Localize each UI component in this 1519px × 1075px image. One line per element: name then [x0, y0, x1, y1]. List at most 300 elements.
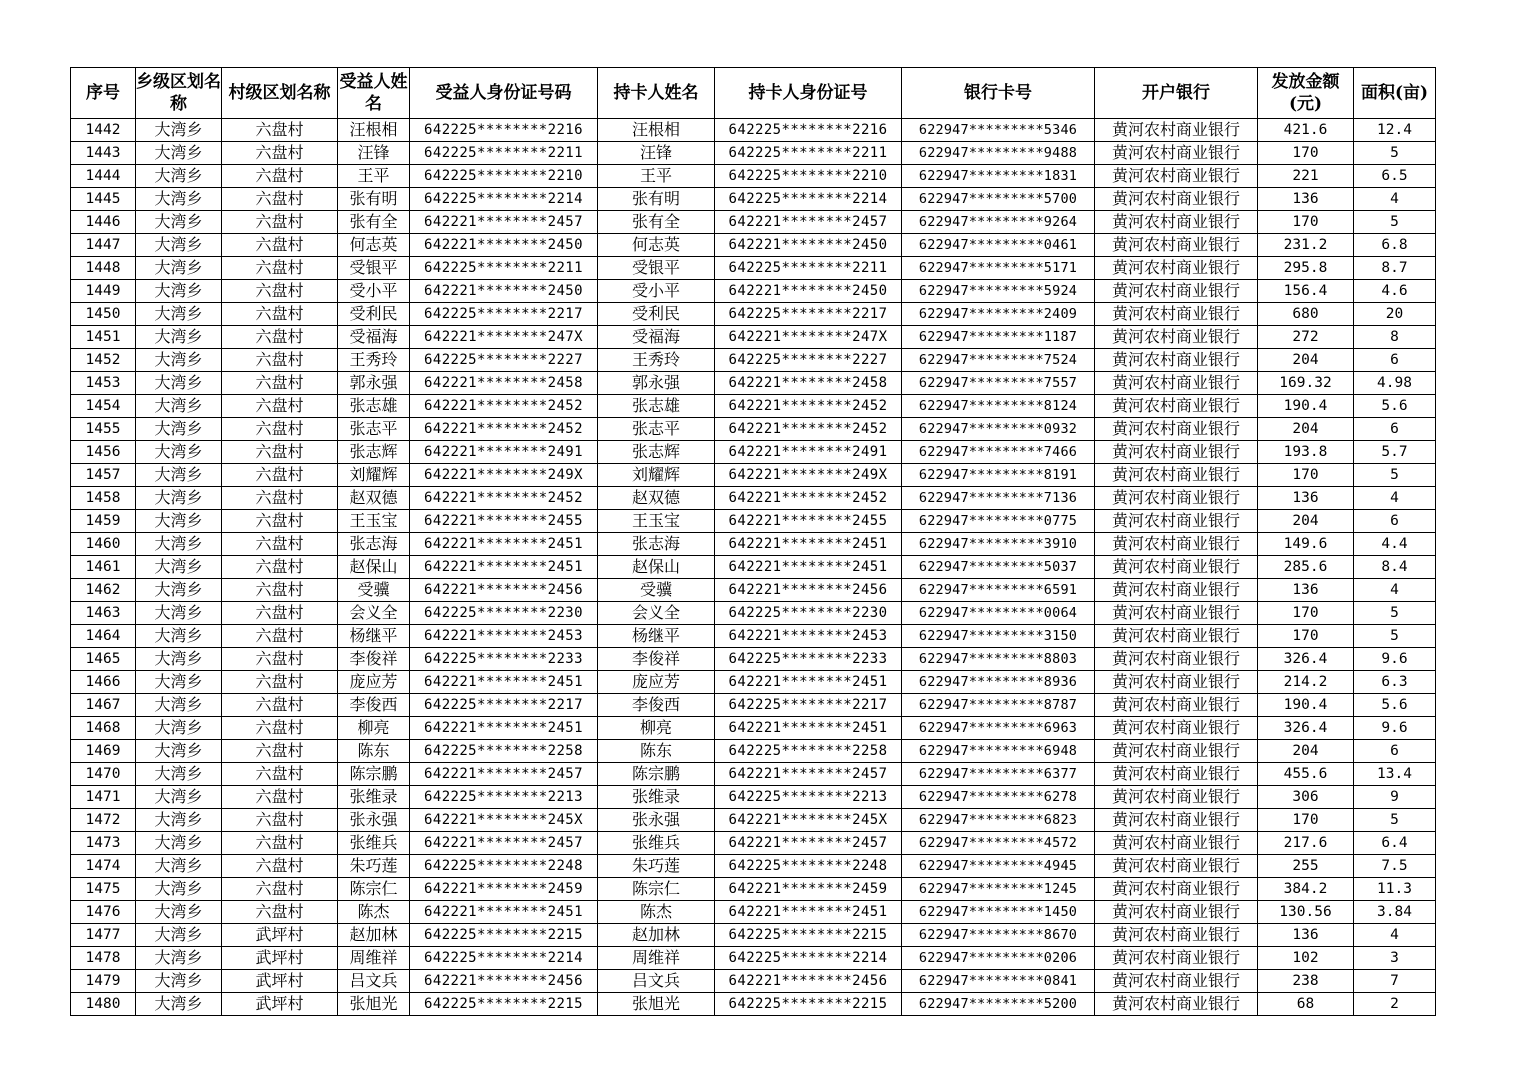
- amount-cell: 272: [1258, 326, 1354, 349]
- cardholder-name-cell: 柳亮: [598, 717, 715, 740]
- township-cell: 大湾乡: [136, 855, 222, 878]
- serial-no-cell: 1461: [71, 556, 136, 579]
- bank-cell: 黄河农村商业银行: [1095, 947, 1258, 970]
- beneficiary-id-cell: 642225********2258: [410, 740, 598, 763]
- serial-no-cell: 1446: [71, 211, 136, 234]
- village-cell: 武坪村: [222, 947, 338, 970]
- bank-card-no-cell: 622947*********1187: [902, 326, 1095, 349]
- cardholder-name-cell: 受银平: [598, 257, 715, 280]
- cardholder-name-cell: 赵双德: [598, 487, 715, 510]
- village-cell: 六盘村: [222, 119, 338, 142]
- bank-card-no-cell: 622947*********3910: [902, 533, 1095, 556]
- table-row: [71, 832, 1436, 855]
- bank-cell: 黄河农村商业银行: [1095, 970, 1258, 993]
- amount-cell: 190.4: [1258, 395, 1354, 418]
- township-cell: 大湾乡: [136, 257, 222, 280]
- bank-card-no-cell: 622947*********7466: [902, 441, 1095, 464]
- area-cell: 7.5: [1354, 855, 1436, 878]
- area-cell: 5: [1354, 602, 1436, 625]
- bank-card-no-cell: 622947*********1245: [902, 878, 1095, 901]
- header-beneficiary-name: 受益人姓名: [338, 68, 410, 119]
- header-cardholder-name: 持卡人姓名: [598, 68, 715, 119]
- beneficiary-id-cell: 642221********2451: [410, 556, 598, 579]
- bank-cell: 黄河农村商业银行: [1095, 878, 1258, 901]
- amount-cell: 204: [1258, 510, 1354, 533]
- serial-no-cell: 1480: [71, 993, 136, 1016]
- bank-cell: 黄河农村商业银行: [1095, 740, 1258, 763]
- cardholder-id-cell: 642221********2451: [715, 556, 902, 579]
- beneficiary-id-cell: 642221********2458: [410, 372, 598, 395]
- beneficiary-name-cell: 张志雄: [338, 395, 410, 418]
- amount-cell: 170: [1258, 809, 1354, 832]
- bank-cell: 黄河农村商业银行: [1095, 694, 1258, 717]
- serial-no-cell: 1474: [71, 855, 136, 878]
- beneficiary-id-cell: 642221********2450: [410, 234, 598, 257]
- cardholder-id-cell: 642225********2214: [715, 188, 902, 211]
- beneficiary-name-cell: 赵加林: [338, 924, 410, 947]
- cardholder-id-cell: 642221********2452: [715, 418, 902, 441]
- beneficiary-id-cell: 642221********2453: [410, 625, 598, 648]
- serial-no-cell: 1454: [71, 395, 136, 418]
- amount-cell: 130.56: [1258, 901, 1354, 924]
- area-cell: 4: [1354, 188, 1436, 211]
- table-row: [71, 188, 1436, 211]
- township-cell: 大湾乡: [136, 211, 222, 234]
- bank-cell: 黄河农村商业银行: [1095, 188, 1258, 211]
- serial-no-cell: 1447: [71, 234, 136, 257]
- serial-no-cell: 1448: [71, 257, 136, 280]
- serial-no-cell: 1445: [71, 188, 136, 211]
- township-cell: 大湾乡: [136, 165, 222, 188]
- beneficiary-id-cell: 642225********2214: [410, 188, 598, 211]
- subsidy-table-sheet: [70, 67, 1435, 1016]
- area-cell: 5.6: [1354, 694, 1436, 717]
- area-cell: 5.7: [1354, 441, 1436, 464]
- table-row: [71, 510, 1436, 533]
- bank-cell: 黄河农村商业银行: [1095, 855, 1258, 878]
- township-cell: 大湾乡: [136, 924, 222, 947]
- table-row: [71, 809, 1436, 832]
- header-cardholder-id: 持卡人身份证号: [715, 68, 902, 119]
- bank-card-no-cell: 622947*********7136: [902, 487, 1095, 510]
- bank-cell: 黄河农村商业银行: [1095, 142, 1258, 165]
- beneficiary-name-cell: 受利民: [338, 303, 410, 326]
- cardholder-id-cell: 642225********2217: [715, 303, 902, 326]
- township-cell: 大湾乡: [136, 717, 222, 740]
- beneficiary-id-cell: 642221********2451: [410, 533, 598, 556]
- serial-no-cell: 1455: [71, 418, 136, 441]
- township-cell: 大湾乡: [136, 809, 222, 832]
- amount-cell: 204: [1258, 418, 1354, 441]
- beneficiary-name-cell: 陈宗鹏: [338, 763, 410, 786]
- beneficiary-id-cell: 642225********2211: [410, 257, 598, 280]
- bank-card-no-cell: 622947*********0841: [902, 970, 1095, 993]
- cardholder-name-cell: 张维兵: [598, 832, 715, 855]
- amount-cell: 680: [1258, 303, 1354, 326]
- table-row: [71, 119, 1436, 142]
- beneficiary-id-cell: 642225********2213: [410, 786, 598, 809]
- township-cell: 大湾乡: [136, 349, 222, 372]
- table-body: [71, 119, 1436, 1016]
- bank-card-no-cell: 622947*********5171: [902, 257, 1095, 280]
- serial-no-cell: 1473: [71, 832, 136, 855]
- cardholder-id-cell: 642221********2451: [715, 671, 902, 694]
- village-cell: 六盘村: [222, 694, 338, 717]
- table-row: [71, 303, 1436, 326]
- cardholder-name-cell: 张志海: [598, 533, 715, 556]
- cardholder-id-cell: 642221********2452: [715, 395, 902, 418]
- cardholder-id-cell: 642221********2458: [715, 372, 902, 395]
- serial-no-cell: 1458: [71, 487, 136, 510]
- bank-card-no-cell: 622947*********5700: [902, 188, 1095, 211]
- table-row: [71, 165, 1436, 188]
- amount-cell: 136: [1258, 487, 1354, 510]
- table-row: [71, 464, 1436, 487]
- cardholder-id-cell: 642221********2456: [715, 970, 902, 993]
- beneficiary-id-cell: 642221********2451: [410, 717, 598, 740]
- table-row: [71, 326, 1436, 349]
- township-cell: 大湾乡: [136, 326, 222, 349]
- cardholder-id-cell: 642225********2214: [715, 947, 902, 970]
- cardholder-id-cell: 642221********2451: [715, 533, 902, 556]
- bank-cell: 黄河农村商业银行: [1095, 165, 1258, 188]
- township-cell: 大湾乡: [136, 740, 222, 763]
- beneficiary-name-cell: 张志海: [338, 533, 410, 556]
- cardholder-name-cell: 受福海: [598, 326, 715, 349]
- beneficiary-id-cell: 642225********2230: [410, 602, 598, 625]
- beneficiary-name-cell: 张维录: [338, 786, 410, 809]
- cardholder-name-cell: 陈杰: [598, 901, 715, 924]
- beneficiary-name-cell: 受福海: [338, 326, 410, 349]
- table-row: [71, 349, 1436, 372]
- table-row: [71, 855, 1436, 878]
- beneficiary-id-cell: 642221********249X: [410, 464, 598, 487]
- beneficiary-id-cell: 642225********2214: [410, 947, 598, 970]
- cardholder-name-cell: 汪锋: [598, 142, 715, 165]
- header-serial-no: 序号: [71, 68, 136, 119]
- amount-cell: 204: [1258, 740, 1354, 763]
- bank-card-no-cell: 622947*********0064: [902, 602, 1095, 625]
- bank-cell: 黄河农村商业银行: [1095, 395, 1258, 418]
- cardholder-id-cell: 642225********2258: [715, 740, 902, 763]
- table-row: [71, 878, 1436, 901]
- township-cell: 大湾乡: [136, 119, 222, 142]
- township-cell: 大湾乡: [136, 188, 222, 211]
- cardholder-id-cell: 642221********2457: [715, 832, 902, 855]
- cardholder-name-cell: 李俊祥: [598, 648, 715, 671]
- township-cell: 大湾乡: [136, 602, 222, 625]
- township-cell: 大湾乡: [136, 441, 222, 464]
- area-cell: 11.3: [1354, 878, 1436, 901]
- beneficiary-id-cell: 642221********2491: [410, 441, 598, 464]
- cardholder-id-cell: 642225********2217: [715, 694, 902, 717]
- cardholder-id-cell: 642221********2450: [715, 280, 902, 303]
- amount-cell: 221: [1258, 165, 1354, 188]
- village-cell: 六盘村: [222, 418, 338, 441]
- bank-card-no-cell: 622947*********0206: [902, 947, 1095, 970]
- bank-cell: 黄河农村商业银行: [1095, 372, 1258, 395]
- beneficiary-id-cell: 642225********2215: [410, 993, 598, 1016]
- cardholder-name-cell: 张志雄: [598, 395, 715, 418]
- bank-card-no-cell: 622947*********6948: [902, 740, 1095, 763]
- table-row: [71, 648, 1436, 671]
- bank-card-no-cell: 622947*********6591: [902, 579, 1095, 602]
- cardholder-name-cell: 会义全: [598, 602, 715, 625]
- cardholder-id-cell: 642221********245X: [715, 809, 902, 832]
- beneficiary-name-cell: 刘耀辉: [338, 464, 410, 487]
- beneficiary-id-cell: 642225********2217: [410, 694, 598, 717]
- village-cell: 六盘村: [222, 809, 338, 832]
- serial-no-cell: 1451: [71, 326, 136, 349]
- beneficiary-id-cell: 642225********2210: [410, 165, 598, 188]
- bank-cell: 黄河农村商业银行: [1095, 349, 1258, 372]
- serial-no-cell: 1456: [71, 441, 136, 464]
- cardholder-id-cell: 642221********2450: [715, 234, 902, 257]
- amount-cell: 217.6: [1258, 832, 1354, 855]
- bank-cell: 黄河农村商业银行: [1095, 556, 1258, 579]
- bank-cell: 黄河农村商业银行: [1095, 993, 1258, 1016]
- cardholder-id-cell: 642225********2230: [715, 602, 902, 625]
- amount-cell: 384.2: [1258, 878, 1354, 901]
- header-township: 乡级区划名称: [136, 68, 222, 119]
- village-cell: 六盘村: [222, 671, 338, 694]
- beneficiary-name-cell: 张志辉: [338, 441, 410, 464]
- cardholder-id-cell: 642225********2211: [715, 142, 902, 165]
- table-row: [71, 993, 1436, 1016]
- amount-cell: 455.6: [1258, 763, 1354, 786]
- amount-cell: 306: [1258, 786, 1354, 809]
- cardholder-id-cell: 642221********2451: [715, 717, 902, 740]
- bank-cell: 黄河农村商业银行: [1095, 625, 1258, 648]
- beneficiary-name-cell: 张维兵: [338, 832, 410, 855]
- bank-card-no-cell: 622947*********6963: [902, 717, 1095, 740]
- beneficiary-id-cell: 642221********2457: [410, 763, 598, 786]
- village-cell: 六盘村: [222, 648, 338, 671]
- area-cell: 2: [1354, 993, 1436, 1016]
- bank-card-no-cell: 622947*********6377: [902, 763, 1095, 786]
- beneficiary-name-cell: 受银平: [338, 257, 410, 280]
- cardholder-id-cell: 642225********2248: [715, 855, 902, 878]
- area-cell: 5.6: [1354, 395, 1436, 418]
- cardholder-name-cell: 赵保山: [598, 556, 715, 579]
- amount-cell: 285.6: [1258, 556, 1354, 579]
- amount-cell: 255: [1258, 855, 1354, 878]
- cardholder-name-cell: 受小平: [598, 280, 715, 303]
- area-cell: 4: [1354, 487, 1436, 510]
- township-cell: 大湾乡: [136, 694, 222, 717]
- amount-cell: 295.8: [1258, 257, 1354, 280]
- area-cell: 8.7: [1354, 257, 1436, 280]
- amount-cell: 326.4: [1258, 717, 1354, 740]
- cardholder-id-cell: 642225********2227: [715, 349, 902, 372]
- bank-card-no-cell: 622947*********8803: [902, 648, 1095, 671]
- village-cell: 六盘村: [222, 257, 338, 280]
- bank-cell: 黄河农村商业银行: [1095, 533, 1258, 556]
- village-cell: 六盘村: [222, 395, 338, 418]
- cardholder-name-cell: 李俊西: [598, 694, 715, 717]
- village-cell: 六盘村: [222, 372, 338, 395]
- bank-cell: 黄河农村商业银行: [1095, 717, 1258, 740]
- amount-cell: 170: [1258, 464, 1354, 487]
- amount-cell: 193.8: [1258, 441, 1354, 464]
- amount-cell: 170: [1258, 211, 1354, 234]
- cardholder-name-cell: 王玉宝: [598, 510, 715, 533]
- beneficiary-id-cell: 642225********2233: [410, 648, 598, 671]
- bank-card-no-cell: 622947*********9488: [902, 142, 1095, 165]
- area-cell: 4.4: [1354, 533, 1436, 556]
- cardholder-id-cell: 642225********2216: [715, 119, 902, 142]
- area-cell: 7: [1354, 970, 1436, 993]
- township-cell: 大湾乡: [136, 464, 222, 487]
- village-cell: 武坪村: [222, 993, 338, 1016]
- area-cell: 3.84: [1354, 901, 1436, 924]
- area-cell: 6.3: [1354, 671, 1436, 694]
- amount-cell: 136: [1258, 188, 1354, 211]
- amount-cell: 190.4: [1258, 694, 1354, 717]
- table-row: [71, 970, 1436, 993]
- village-cell: 六盘村: [222, 579, 338, 602]
- table-row: [71, 280, 1436, 303]
- beneficiary-id-cell: 642225********2211: [410, 142, 598, 165]
- serial-no-cell: 1472: [71, 809, 136, 832]
- serial-no-cell: 1443: [71, 142, 136, 165]
- cardholder-name-cell: 朱巧莲: [598, 855, 715, 878]
- table-row: [71, 418, 1436, 441]
- table-row: [71, 947, 1436, 970]
- beneficiary-name-cell: 陈宗仁: [338, 878, 410, 901]
- bank-card-no-cell: 622947*********8670: [902, 924, 1095, 947]
- cardholder-name-cell: 庞应芳: [598, 671, 715, 694]
- village-cell: 六盘村: [222, 878, 338, 901]
- table-row: [71, 372, 1436, 395]
- serial-no-cell: 1449: [71, 280, 136, 303]
- serial-no-cell: 1476: [71, 901, 136, 924]
- header-bank: 开户银行: [1095, 68, 1258, 119]
- beneficiary-name-cell: 张永强: [338, 809, 410, 832]
- village-cell: 六盘村: [222, 556, 338, 579]
- village-cell: 六盘村: [222, 188, 338, 211]
- beneficiary-id-cell: 642221********2451: [410, 901, 598, 924]
- beneficiary-name-cell: 吕文兵: [338, 970, 410, 993]
- cardholder-id-cell: 642225********2215: [715, 924, 902, 947]
- table-header-row: [71, 68, 1436, 119]
- table-row: [71, 924, 1436, 947]
- cardholder-name-cell: 王平: [598, 165, 715, 188]
- bank-card-no-cell: 622947*********7524: [902, 349, 1095, 372]
- beneficiary-name-cell: 郭永强: [338, 372, 410, 395]
- beneficiary-name-cell: 陈杰: [338, 901, 410, 924]
- beneficiary-id-cell: 642221********2456: [410, 579, 598, 602]
- township-cell: 大湾乡: [136, 878, 222, 901]
- beneficiary-id-cell: 642221********245X: [410, 809, 598, 832]
- beneficiary-id-cell: 642221********2452: [410, 487, 598, 510]
- cardholder-name-cell: 陈宗仁: [598, 878, 715, 901]
- beneficiary-name-cell: 何志英: [338, 234, 410, 257]
- serial-no-cell: 1462: [71, 579, 136, 602]
- cardholder-id-cell: 642221********247X: [715, 326, 902, 349]
- township-cell: 大湾乡: [136, 487, 222, 510]
- serial-no-cell: 1460: [71, 533, 136, 556]
- bank-card-no-cell: 622947*********0775: [902, 510, 1095, 533]
- table-row: [71, 786, 1436, 809]
- bank-card-no-cell: 622947*********0461: [902, 234, 1095, 257]
- cardholder-name-cell: 张永强: [598, 809, 715, 832]
- serial-no-cell: 1468: [71, 717, 136, 740]
- amount-cell: 156.4: [1258, 280, 1354, 303]
- township-cell: 大湾乡: [136, 372, 222, 395]
- beneficiary-name-cell: 张有全: [338, 211, 410, 234]
- township-cell: 大湾乡: [136, 395, 222, 418]
- bank-cell: 黄河农村商业银行: [1095, 303, 1258, 326]
- subsidy-payment-table: [70, 67, 1436, 1016]
- header-village: 村级区划名称: [222, 68, 338, 119]
- beneficiary-name-cell: 张有明: [338, 188, 410, 211]
- village-cell: 六盘村: [222, 763, 338, 786]
- beneficiary-name-cell: 受小平: [338, 280, 410, 303]
- amount-cell: 204: [1258, 349, 1354, 372]
- township-cell: 大湾乡: [136, 786, 222, 809]
- township-cell: 大湾乡: [136, 832, 222, 855]
- area-cell: 3: [1354, 947, 1436, 970]
- beneficiary-id-cell: 642221********2452: [410, 395, 598, 418]
- village-cell: 六盘村: [222, 211, 338, 234]
- bank-card-no-cell: 622947*********2409: [902, 303, 1095, 326]
- cardholder-id-cell: 642221********2453: [715, 625, 902, 648]
- serial-no-cell: 1463: [71, 602, 136, 625]
- beneficiary-id-cell: 642221********2457: [410, 832, 598, 855]
- area-cell: 5: [1354, 464, 1436, 487]
- amount-cell: 136: [1258, 579, 1354, 602]
- village-cell: 六盘村: [222, 832, 338, 855]
- cardholder-name-cell: 赵加林: [598, 924, 715, 947]
- table-row: [71, 395, 1436, 418]
- area-cell: 6: [1354, 418, 1436, 441]
- serial-no-cell: 1452: [71, 349, 136, 372]
- bank-card-no-cell: 622947*********6823: [902, 809, 1095, 832]
- cardholder-name-cell: 陈宗鹏: [598, 763, 715, 786]
- area-cell: 4.6: [1354, 280, 1436, 303]
- bank-cell: 黄河农村商业银行: [1095, 280, 1258, 303]
- bank-cell: 黄河农村商业银行: [1095, 924, 1258, 947]
- beneficiary-id-cell: 642221********2450: [410, 280, 598, 303]
- village-cell: 六盘村: [222, 625, 338, 648]
- bank-card-no-cell: 622947*********1831: [902, 165, 1095, 188]
- bank-card-no-cell: 622947*********8787: [902, 694, 1095, 717]
- township-cell: 大湾乡: [136, 142, 222, 165]
- beneficiary-id-cell: 642225********2227: [410, 349, 598, 372]
- beneficiary-name-cell: 汪根相: [338, 119, 410, 142]
- serial-no-cell: 1442: [71, 119, 136, 142]
- cardholder-id-cell: 642225********2233: [715, 648, 902, 671]
- bank-card-no-cell: 622947*********7557: [902, 372, 1095, 395]
- cardholder-name-cell: 何志英: [598, 234, 715, 257]
- township-cell: 大湾乡: [136, 579, 222, 602]
- serial-no-cell: 1444: [71, 165, 136, 188]
- serial-no-cell: 1471: [71, 786, 136, 809]
- amount-cell: 149.6: [1258, 533, 1354, 556]
- township-cell: 大湾乡: [136, 625, 222, 648]
- beneficiary-id-cell: 642221********247X: [410, 326, 598, 349]
- bank-card-no-cell: 622947*********8124: [902, 395, 1095, 418]
- beneficiary-name-cell: 汪锋: [338, 142, 410, 165]
- bank-cell: 黄河农村商业银行: [1095, 832, 1258, 855]
- area-cell: 13.4: [1354, 763, 1436, 786]
- amount-cell: 68: [1258, 993, 1354, 1016]
- village-cell: 六盘村: [222, 165, 338, 188]
- bank-cell: 黄河农村商业银行: [1095, 648, 1258, 671]
- village-cell: 六盘村: [222, 303, 338, 326]
- serial-no-cell: 1479: [71, 970, 136, 993]
